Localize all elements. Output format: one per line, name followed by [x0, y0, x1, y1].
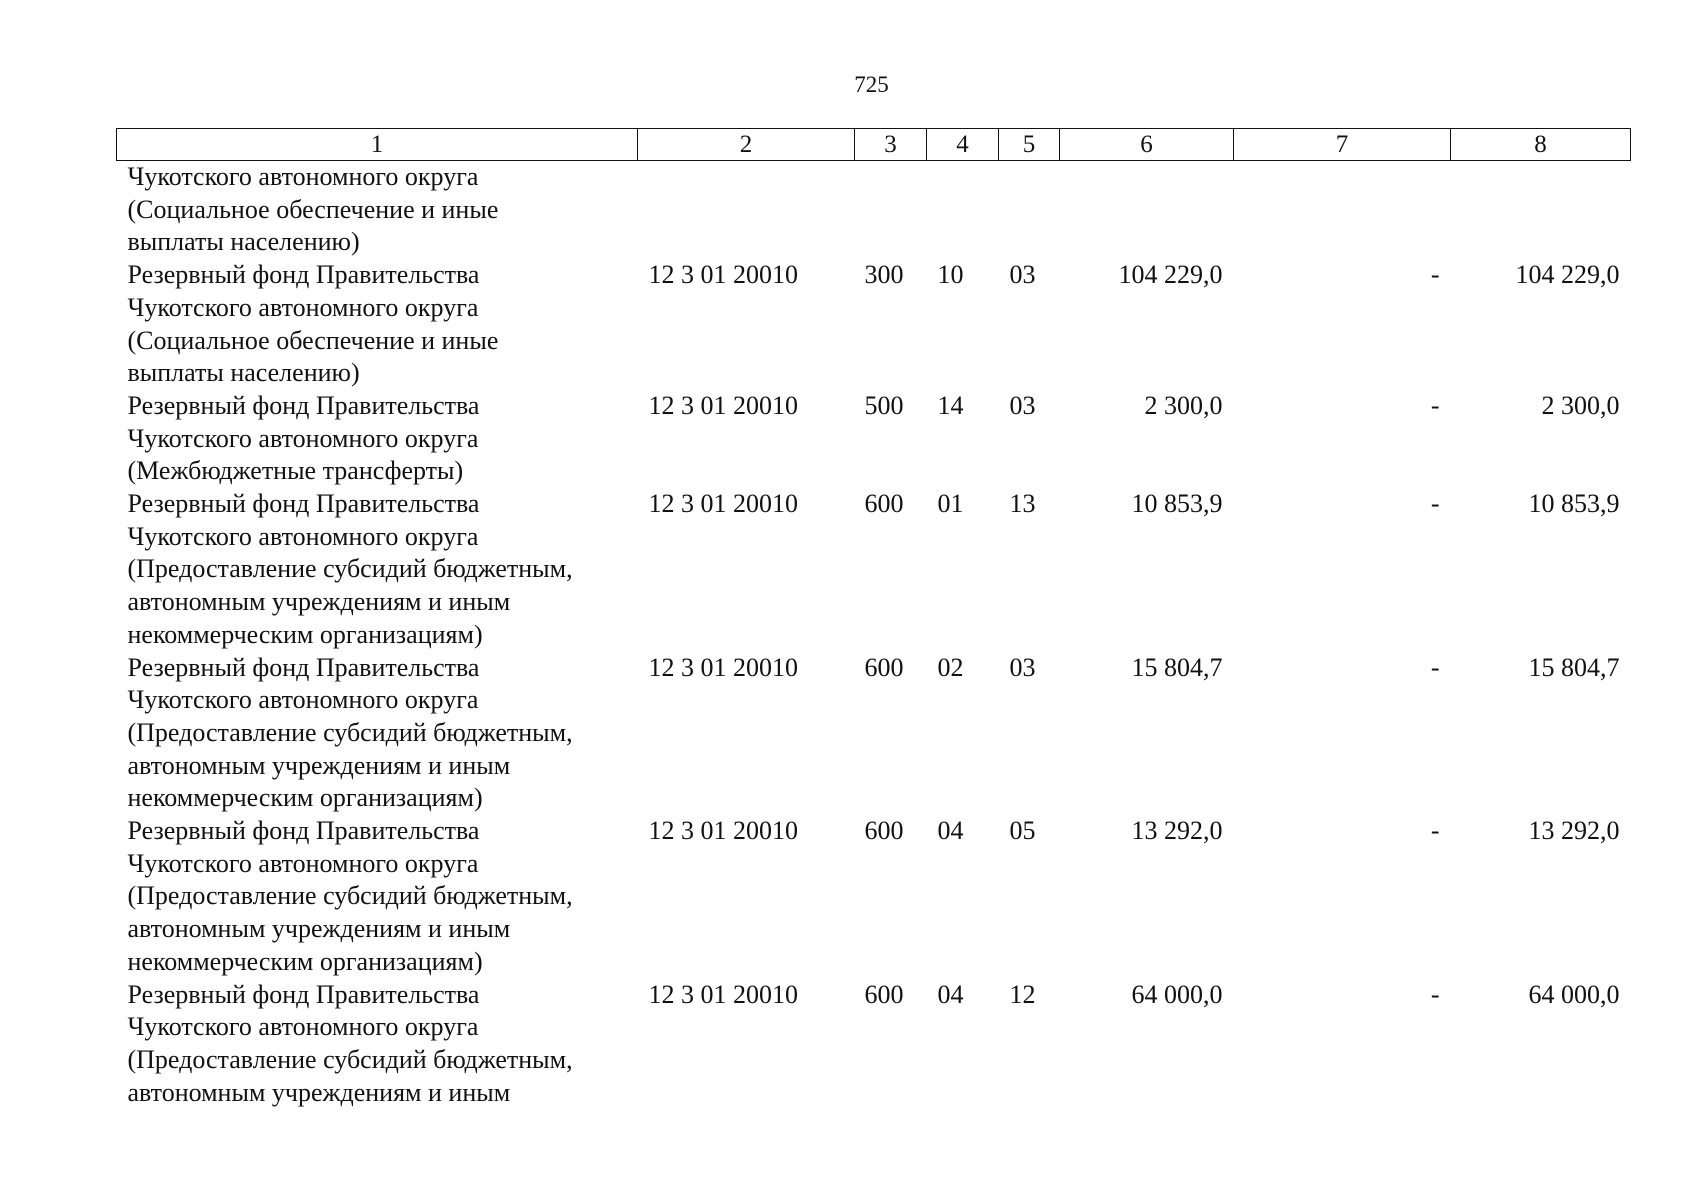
- description-line: Чукотского автономного округа: [127, 1012, 479, 1042]
- amount-total: 104 229,0: [1515, 260, 1620, 290]
- expense-type: 600: [864, 652, 904, 682]
- section: 02: [937, 652, 964, 682]
- description-line: Чукотского автономного округа: [127, 292, 479, 322]
- page-number: 725: [854, 72, 889, 97]
- column-header: 8: [1451, 129, 1631, 161]
- column-header: 1: [117, 129, 638, 161]
- section: 10: [937, 260, 964, 290]
- amount-change: -: [1430, 652, 1440, 682]
- column-header: 6: [1060, 129, 1234, 161]
- section: 14: [937, 390, 964, 420]
- program-code: 12 3 01 20010: [648, 260, 798, 290]
- table-row: [117, 259, 1631, 390]
- amount-change: -: [1430, 489, 1440, 519]
- amount-approved: 104 229,0: [1118, 260, 1223, 290]
- amount-approved: 64 000,0: [1131, 979, 1223, 1009]
- description-line: Чукотского автономного округа: [127, 685, 479, 715]
- section: 04: [937, 816, 964, 846]
- row-description: [117, 161, 638, 260]
- budget-table: [116, 128, 1631, 1109]
- row-description: [117, 979, 638, 1110]
- expense-type: 600: [864, 979, 904, 1009]
- description-line: автономным учреждениям и иным: [127, 587, 511, 617]
- continuation-row: [117, 161, 1631, 260]
- section: 04: [937, 979, 964, 1009]
- amount-approved: 13 292,0: [1131, 816, 1223, 846]
- description-line: Чукотского автономного округа: [127, 521, 479, 551]
- program-code: 12 3 01 20010: [648, 652, 798, 682]
- column-header: 2: [638, 129, 855, 161]
- column-header: 5: [999, 129, 1060, 161]
- description-line: выплаты населению): [127, 358, 360, 388]
- subsection: 13: [1009, 489, 1036, 519]
- row-description: [117, 390, 638, 488]
- amount-total: 10 853,9: [1528, 489, 1620, 519]
- description-line: некоммерческим организациям): [127, 619, 483, 649]
- program-code: 12 3 01 20010: [648, 816, 798, 846]
- amount-total: 2 300,0: [1541, 390, 1620, 420]
- expense-type: 300: [864, 260, 904, 290]
- subsection: 12: [1009, 979, 1036, 1009]
- amount-approved: 15 804,7: [1131, 652, 1223, 682]
- table-row: [117, 979, 1631, 1110]
- description-line: Чукотского автономного округа: [127, 848, 479, 878]
- expense-type: 600: [864, 816, 904, 846]
- table-row: [117, 815, 1631, 979]
- description-line: (Предоставление субсидий бюджетным,: [127, 1044, 573, 1074]
- column-header: 7: [1234, 129, 1451, 161]
- description-line: Резервный фонд Правительства: [127, 260, 480, 290]
- description-line: (Межбюджетные трансферты): [127, 456, 464, 486]
- subsection: 05: [1009, 816, 1036, 846]
- program-code: 12 3 01 20010: [648, 489, 798, 519]
- table-row: [117, 488, 1631, 652]
- column-header: 3: [855, 129, 927, 161]
- amount-total: 15 804,7: [1528, 652, 1620, 682]
- column-header: 4: [927, 129, 999, 161]
- table-row: [117, 652, 1631, 816]
- description-line: (Предоставление субсидий бюджетным,: [127, 554, 573, 584]
- row-description: [117, 259, 638, 390]
- description-line: Резервный фонд Правительства: [127, 390, 480, 420]
- description-line: Чукотского автономного округа: [127, 423, 479, 453]
- description-line: Чукотского автономного округа: [127, 162, 479, 191]
- description-line: (Социальное обеспечение и иные: [127, 194, 499, 224]
- description-line: некоммерческим организациям): [127, 946, 483, 976]
- description-line: Резервный фонд Правительства: [127, 816, 480, 846]
- description-line: (Предоставление субсидий бюджетным,: [127, 717, 573, 747]
- amount-approved: 2 300,0: [1144, 390, 1223, 420]
- header-row: [117, 129, 1631, 161]
- description-line: выплаты населению): [127, 227, 360, 257]
- description-line: (Предоставление субсидий бюджетным,: [127, 881, 573, 911]
- description-line: Резервный фонд Правительства: [127, 979, 480, 1009]
- subsection: 03: [1009, 652, 1036, 682]
- row-description: [117, 488, 638, 652]
- amount-change: -: [1430, 979, 1440, 1009]
- table-row: [117, 390, 1631, 488]
- amount-change: -: [1430, 260, 1440, 290]
- amount-change: -: [1430, 390, 1440, 420]
- description-line: автономным учреждениям и иным: [127, 1077, 511, 1107]
- expense-type: 600: [864, 489, 904, 519]
- amount-total: 64 000,0: [1528, 979, 1620, 1009]
- amount-approved: 10 853,9: [1131, 489, 1223, 519]
- row-description: [117, 652, 638, 816]
- subsection: 03: [1009, 390, 1036, 420]
- subsection: 03: [1009, 260, 1036, 290]
- amount-change: -: [1430, 816, 1440, 846]
- row-description: [117, 815, 638, 979]
- description-line: автономным учреждениям и иным: [127, 750, 511, 780]
- section: 01: [937, 489, 964, 519]
- program-code: 12 3 01 20010: [648, 390, 798, 420]
- description-line: Резервный фонд Правительства: [127, 652, 480, 682]
- expense-type: 500: [864, 390, 904, 420]
- amount-total: 13 292,0: [1528, 816, 1620, 846]
- description-line: (Социальное обеспечение и иные: [127, 325, 499, 355]
- program-code: 12 3 01 20010: [648, 979, 798, 1009]
- description-line: автономным учреждениям и иным: [127, 914, 511, 944]
- description-line: некоммерческим организациям): [127, 783, 483, 813]
- description-line: Резервный фонд Правительства: [127, 489, 480, 519]
